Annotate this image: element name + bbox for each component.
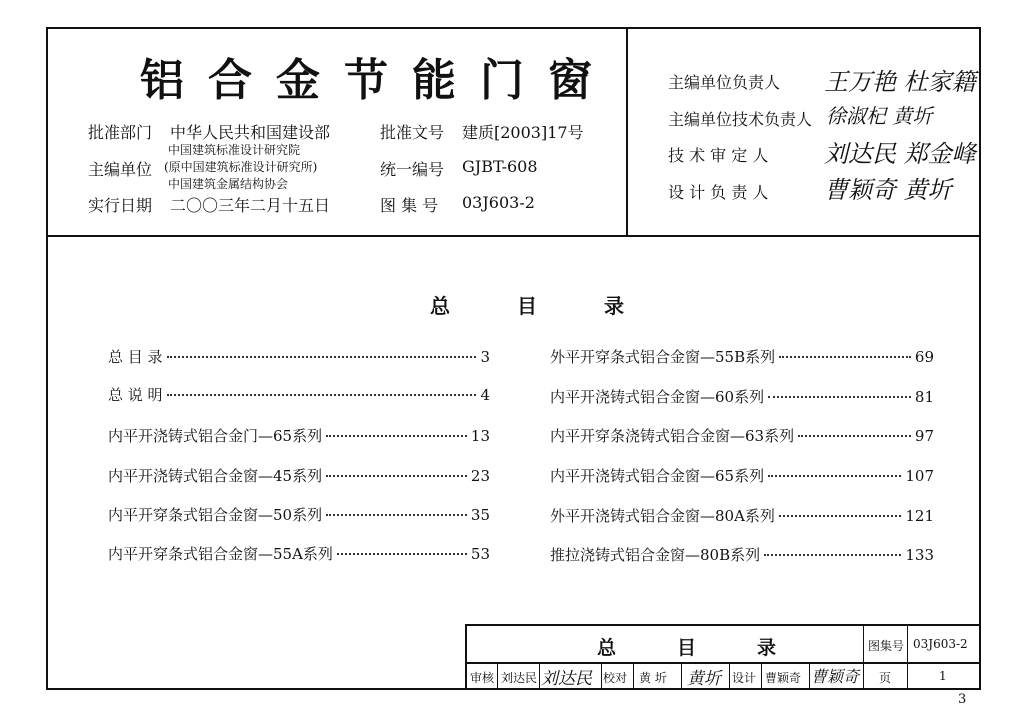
title-block-check-signature: 黄圻 xyxy=(687,669,721,689)
toc-entry[interactable] xyxy=(550,346,934,367)
title-block-review-label: 审核 xyxy=(470,671,495,685)
tech-review-signature: 刘达民 郑金峰 xyxy=(824,140,976,168)
toc-entry-page: 23 xyxy=(470,467,490,485)
title-block-divider xyxy=(633,663,634,690)
toc-leader xyxy=(326,514,467,516)
title-block-title-char: 目 xyxy=(677,637,697,659)
effective-date: 二〇〇三年二月十五日 xyxy=(170,196,331,215)
document-title: 铝合金节能门窗 xyxy=(140,55,616,106)
toc-entry-title: 推拉浇铸式铝合金窗—80B系列 xyxy=(550,546,761,564)
tech-responsible-label: 主编单位技术负责人 xyxy=(668,110,813,129)
toc-heading xyxy=(430,290,624,319)
header-divider xyxy=(46,235,981,237)
title-block-divider xyxy=(761,663,762,690)
toc-entry[interactable] xyxy=(550,425,934,446)
title-block-divider xyxy=(863,626,864,690)
toc-entry-title: 外平开穿条式铝合金窗—55B系列 xyxy=(550,348,776,366)
approval-doc: 建质[2003]17号 xyxy=(462,123,584,142)
title-block-page-label: 页 xyxy=(879,671,892,685)
toc-entry[interactable] xyxy=(550,386,934,407)
toc-leader xyxy=(798,435,911,437)
unified-no-label: 统一编号 xyxy=(380,160,445,179)
toc-entry-page: 3 xyxy=(480,348,490,366)
title-block-atlas-value: 03J603-2 xyxy=(913,637,968,651)
chief-unit-signature: 王万艳 杜家籍 xyxy=(824,68,976,96)
toc-heading-char: 目 xyxy=(516,294,537,318)
title-block-atlas-label: 图集号 xyxy=(868,639,905,653)
approval-doc-label: 批准文号 xyxy=(380,123,445,142)
toc-entry-page: 107 xyxy=(905,467,934,485)
title-block-review-name: 刘达民 xyxy=(501,671,538,685)
toc-entry[interactable] xyxy=(108,543,490,564)
toc-entry-page: 35 xyxy=(470,506,490,524)
toc-heading-char: 录 xyxy=(603,294,624,318)
title-block-review-signature: 刘达民 xyxy=(541,669,592,689)
title-block-divider xyxy=(907,626,908,690)
toc-leader xyxy=(768,396,911,398)
toc-entry-title: 外平开浇铸式铝合金窗—80A系列 xyxy=(550,507,775,525)
toc-entry[interactable] xyxy=(108,384,490,405)
toc-entry-title: 总 目 录 xyxy=(108,348,163,366)
title-block-check-name: 黄 圻 xyxy=(639,671,667,685)
toc-entry-page: 4 xyxy=(480,386,490,404)
approval-dept: 中华人民共和国建设部 xyxy=(170,123,331,142)
toc-leader xyxy=(167,356,477,358)
toc-leader xyxy=(768,475,901,477)
title-block-divider xyxy=(729,663,730,690)
title-block-divider xyxy=(539,663,540,690)
page-number: 3 xyxy=(958,692,967,707)
toc-leader xyxy=(326,435,467,437)
title-block-title xyxy=(597,633,776,660)
title-block-design-name: 曹颖奇 xyxy=(765,671,802,685)
design-responsible-label: 设 计 负 责 人 xyxy=(668,183,769,202)
toc-entry-title: 内平开浇铸式铝合金窗—65系列 xyxy=(550,467,765,485)
atlas-no: 03J603-2 xyxy=(462,193,535,212)
toc-entry[interactable] xyxy=(108,465,490,486)
editor-unit-label: 主编单位 xyxy=(88,160,153,179)
editor-unit-line1: 中国建筑标准设计研究院 xyxy=(168,143,301,157)
editor-unit-line2: (原中国建筑标准设计研究所) xyxy=(164,160,318,174)
toc-leader xyxy=(779,356,911,358)
unified-no: GJBT-608 xyxy=(462,157,538,176)
toc-leader xyxy=(337,553,467,555)
header-vertical-divider xyxy=(626,27,628,237)
chief-unit-label: 主编单位负责人 xyxy=(668,73,781,92)
approval-dept-label: 批准部门 xyxy=(88,123,153,142)
title-block-title-char: 总 xyxy=(597,637,617,659)
toc-entry-page: 13 xyxy=(470,427,490,445)
title-block-title-char: 录 xyxy=(757,637,777,659)
toc-leader xyxy=(326,475,467,477)
tech-review-label: 技 术 审 定 人 xyxy=(668,146,769,165)
toc-entry-title: 内平开穿条浇铸式铝合金窗—63系列 xyxy=(550,427,795,445)
toc-entry-page: 81 xyxy=(914,388,934,406)
toc-entry[interactable] xyxy=(108,504,490,525)
toc-entry-page: 53 xyxy=(470,545,490,563)
title-block-design-label: 设计 xyxy=(732,671,757,685)
design-responsible-signature: 曹颖奇 黄圻 xyxy=(824,176,952,204)
toc-entry[interactable] xyxy=(108,346,490,367)
atlas-no-label: 图 集 号 xyxy=(380,196,439,215)
toc-entry-page: 121 xyxy=(905,507,934,525)
tech-responsible-signature: 徐淑杞 黄圻 xyxy=(826,104,933,128)
title-block-divider xyxy=(809,663,810,690)
toc-entry[interactable] xyxy=(550,465,934,486)
title-block-design-signature: 曹颖奇 xyxy=(811,667,860,686)
toc-entry-title: 总 说 明 xyxy=(108,386,163,404)
title-block-page-value: 1 xyxy=(939,669,947,683)
editor-unit-line3: 中国建筑金属结构协会 xyxy=(168,177,289,191)
toc-leader xyxy=(779,515,901,517)
toc-entry-title: 内平开浇铸式铝合金窗—45系列 xyxy=(108,467,323,485)
toc-entry-page: 97 xyxy=(914,427,934,445)
toc-entry-title: 内平开穿条式铝合金窗—50系列 xyxy=(108,506,323,524)
title-block xyxy=(465,624,981,690)
toc-entry-title: 内平开穿条式铝合金窗—55A系列 xyxy=(108,545,333,563)
title-block-check-label: 校对 xyxy=(603,671,628,685)
toc-leader xyxy=(167,394,477,396)
toc-entry-title: 内平开浇铸式铝合金窗—60系列 xyxy=(550,388,765,406)
toc-entry-page: 133 xyxy=(905,546,934,564)
effective-date-label: 实行日期 xyxy=(88,196,153,215)
toc-entry[interactable] xyxy=(108,425,490,446)
toc-entry[interactable] xyxy=(550,505,934,526)
title-block-divider xyxy=(681,663,682,690)
toc-entry[interactable] xyxy=(550,544,934,565)
title-block-divider xyxy=(601,663,602,690)
toc-entry-title: 内平开浇铸式铝合金门—65系列 xyxy=(108,427,323,445)
toc-leader xyxy=(764,554,901,556)
title-block-divider xyxy=(497,663,498,690)
toc-entry-page: 69 xyxy=(914,348,934,366)
toc-heading-char: 总 xyxy=(430,294,450,318)
